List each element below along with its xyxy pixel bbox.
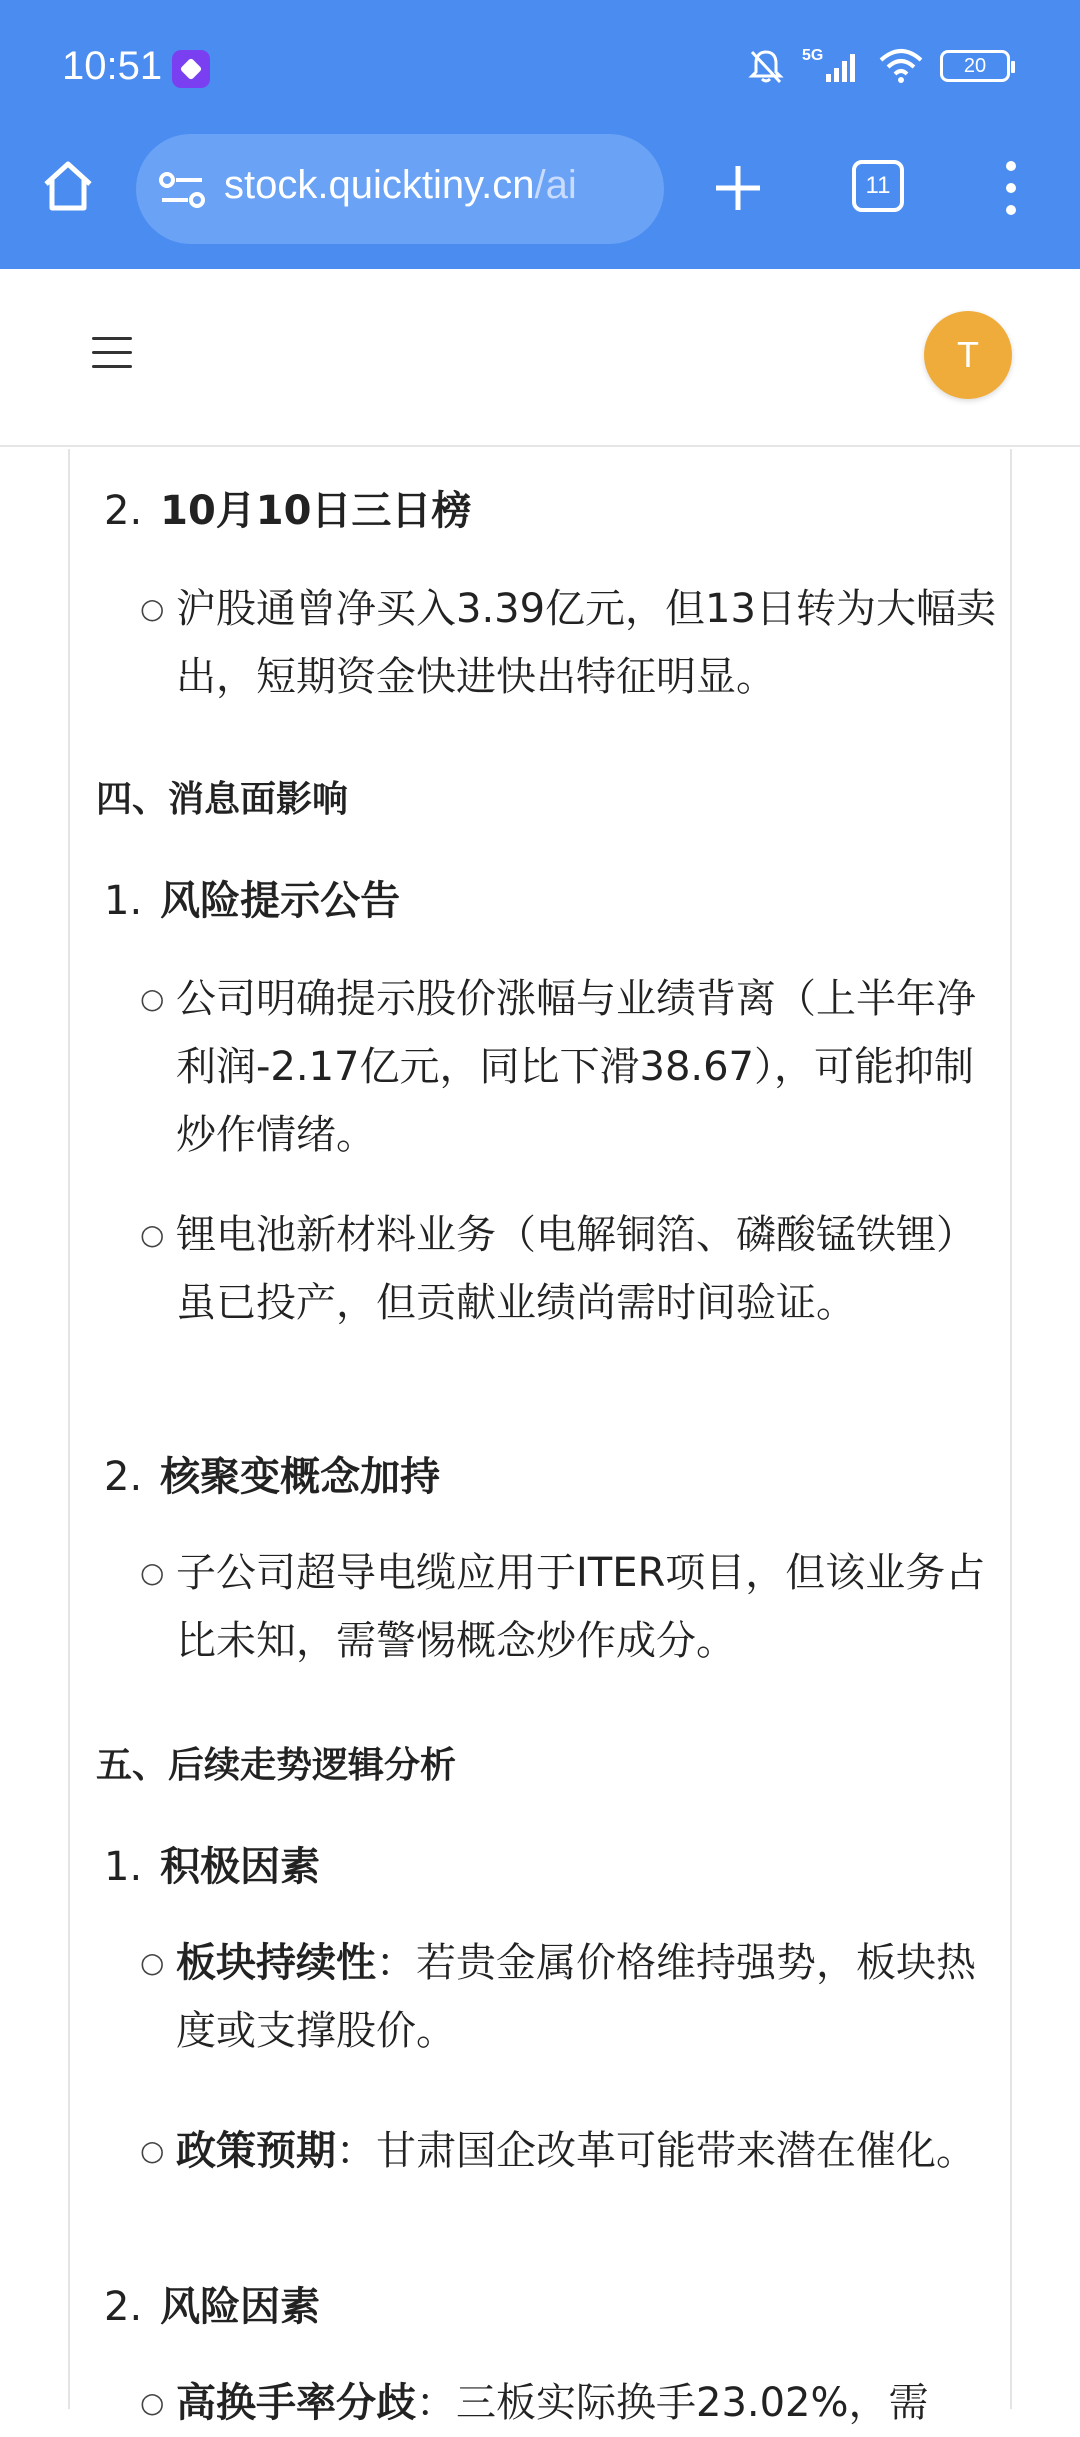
url-text bbox=[224, 163, 577, 208]
url-host: stock.quicktiny.cn bbox=[224, 163, 535, 207]
bullet-circle-icon: ○ bbox=[140, 982, 165, 1015]
bullet-bold-label: 板块持续性 bbox=[176, 1940, 376, 1986]
new-tab-button[interactable] bbox=[710, 160, 766, 216]
bullet-item bbox=[140, 1539, 996, 1675]
section-heading: 五、后续走势逻辑分析 bbox=[96, 1745, 457, 1786]
bullet-item bbox=[140, 575, 996, 711]
address-bar[interactable] bbox=[136, 134, 664, 244]
list-number: 2. bbox=[104, 1454, 143, 1500]
url-path: /ai bbox=[534, 163, 577, 207]
bullet-item bbox=[140, 2369, 996, 2437]
bullet-text: ：甘肃国企改革可能带来潜在催化。 bbox=[336, 2128, 976, 2174]
bullet-text: 子公司超导电缆应用于ITER项目，但该业务占比未知，需警惕概念炒作成分。 bbox=[176, 1550, 986, 1664]
bullet-circle-icon: ○ bbox=[140, 592, 165, 625]
list-title: 积极因素 bbox=[160, 1844, 321, 1890]
bullet-text: 沪股通曾净买入3.39亿元，但13日转为大幅卖出，短期资金快进快出特征明显。 bbox=[176, 586, 996, 700]
wifi-icon bbox=[878, 46, 924, 86]
bullet-text: 公司明确提示股价涨幅与业绩背离（上半年净利润-2.17亿元，同比下滑38.67），可能抑制炒作情绪。 bbox=[176, 976, 976, 1158]
list-title: 核聚变概念加持 bbox=[160, 1454, 441, 1500]
list-item-heading bbox=[104, 869, 400, 926]
list-item-heading bbox=[104, 2275, 320, 2332]
page-header bbox=[0, 269, 1080, 447]
list-title: 10月10日三日榜 bbox=[160, 488, 472, 534]
bullet-circle-icon: ○ bbox=[140, 2134, 165, 2167]
bullet-item bbox=[140, 965, 996, 1169]
avatar[interactable] bbox=[924, 311, 1012, 399]
answer-card bbox=[68, 449, 1012, 2426]
bullet-item bbox=[140, 1929, 996, 2065]
bullet-bold-label: 高换手率分歧 bbox=[176, 2380, 416, 2426]
browser-toolbar bbox=[0, 130, 1080, 250]
browser-chrome bbox=[0, 0, 1080, 269]
hamburger-menu-icon[interactable] bbox=[92, 337, 132, 377]
bullet-text: 锂电池新材料业务（电解铜箔、磷酸锰铁锂）虽已投产，但贡献业绩尚需时间验证。 bbox=[176, 1212, 976, 1326]
list-title: 风险因素 bbox=[160, 2284, 321, 2330]
battery-icon bbox=[940, 50, 1010, 82]
battery-level: 20 bbox=[963, 54, 987, 77]
bullet-circle-icon: ○ bbox=[140, 1946, 165, 1979]
avatar-letter: T bbox=[957, 334, 979, 375]
signal-icon bbox=[802, 46, 862, 86]
home-button[interactable] bbox=[36, 154, 100, 218]
tab-count: 11 bbox=[865, 172, 891, 199]
status-bar bbox=[0, 0, 1080, 140]
list-number: 2. bbox=[104, 488, 143, 534]
app-badge-icon bbox=[172, 50, 210, 88]
status-icons bbox=[746, 44, 1010, 88]
mute-bell-icon bbox=[746, 46, 786, 86]
list-number: 1. bbox=[104, 1844, 143, 1890]
list-item-heading bbox=[104, 479, 471, 536]
home-icon bbox=[40, 158, 96, 214]
section-heading: 四、消息面影响 bbox=[96, 779, 349, 820]
list-item-heading bbox=[104, 1445, 440, 1502]
list-title: 风险提示公告 bbox=[160, 878, 401, 924]
list-number: 2. bbox=[104, 2284, 143, 2330]
bullet-item bbox=[140, 1201, 996, 1337]
bullet-item bbox=[140, 2117, 996, 2185]
more-menu-icon[interactable] bbox=[996, 156, 1026, 220]
network-type-label: 5G bbox=[802, 47, 824, 64]
status-time: 10:51 bbox=[62, 44, 163, 88]
bullet-bold-label: 政策预期 bbox=[176, 2128, 336, 2174]
bullet-circle-icon: ○ bbox=[140, 1218, 165, 1251]
bullet-circle-icon: ○ bbox=[140, 2386, 165, 2419]
bullet-circle-icon: ○ bbox=[140, 1556, 165, 1589]
site-settings-icon[interactable] bbox=[158, 168, 206, 212]
bullet-text: ：三板实际换手23.02%，需 bbox=[416, 2380, 929, 2426]
list-item-heading bbox=[104, 1835, 320, 1892]
list-number: 1. bbox=[104, 878, 143, 924]
tab-switcher-button[interactable] bbox=[852, 160, 904, 212]
bullet-text: ：若贵金属价格维持强势，板块热度或支撑股价。 bbox=[176, 1940, 976, 2054]
